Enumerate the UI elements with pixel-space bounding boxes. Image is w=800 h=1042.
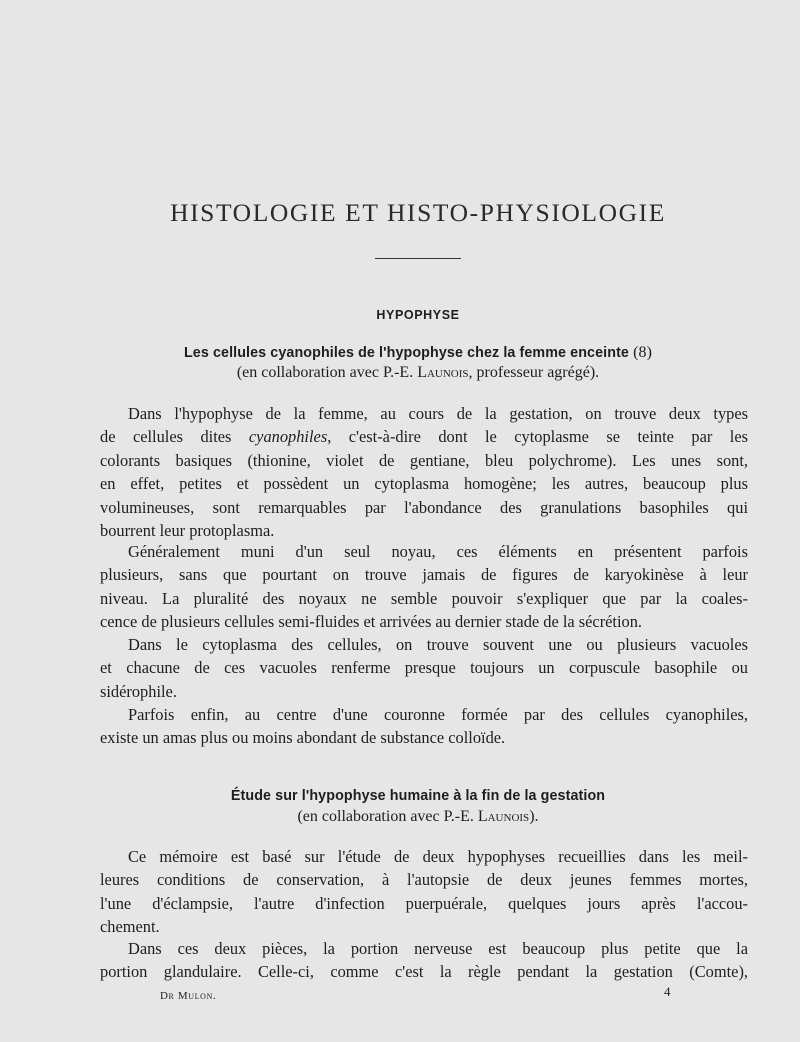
text-line: cence de plusieurs cellules semi-fluides et arrivées au dernier stade de la sécrétion. <box>100 612 643 632</box>
article-1-subtitle <box>0 364 800 382</box>
article-2-paragraph-1 <box>100 845 748 939</box>
text-line: Ce mémoire est basé sur l'étude de deux hypophyses recueillies dans les meil- <box>128 847 748 866</box>
text-line: Dans ces deux pièces, la portion nerveuse est beaucoup plus petite que la <box>128 939 748 958</box>
article-1-collaborator: Launois <box>417 364 469 381</box>
text-line: de cellules dites cyanophiles, c'est-à-dire dont le cytoplasme se teinte par les <box>100 427 748 447</box>
article-2-collaborator: Launois <box>477 808 530 825</box>
heading-rule <box>375 258 461 259</box>
article-1-title-text: Les cellules cyanophiles de l'hypophyse chez la femme enceinte <box>183 345 629 361</box>
article-1-subtitle-pre: (en collaboration avec P.-E. <box>236 364 418 381</box>
text-line: en effet, petites et possèdent un cytoplasma homogène; les autres, beaucoup plus <box>100 474 748 494</box>
article-1-paragraph-4 <box>100 703 748 750</box>
text-line: portion glandulaire. Celle-ci, comme c'est la règle pendant la gestation (Comte), <box>100 962 748 982</box>
article-2-subtitle <box>0 808 800 826</box>
text-line: Dans le cytoplasma des cellules, on trouve souvent une ou plusieurs vacuoles <box>128 635 748 654</box>
article-2-paragraph-2 <box>100 937 748 984</box>
article-1-paragraph-2 <box>100 540 748 634</box>
article-2-title <box>0 788 800 804</box>
text-line: Généralement muni d'un seul noyau, ces éléments en présentent parfois <box>128 542 748 561</box>
text-line: leures conditions de conservation, à l'autopsie de deux jeunes femmes mortes, <box>100 870 748 890</box>
text-line: chement. <box>100 917 160 937</box>
text-line: sidérophile. <box>100 681 177 701</box>
text-line: colorants basiques (thionine, violet de gentiane, bleu polychrome). Les unes sont, <box>100 450 748 470</box>
text-line: volumineuses, sont remarquables par l'abondance des granulations basophiles qui <box>100 497 748 517</box>
article-2-title-text: Étude sur l'hypophyse humaine à la fin de la gestation <box>230 788 606 804</box>
article-2-subtitle-pre: (en collaboration avec P.-E. <box>297 808 478 825</box>
footer-page-number: 4 <box>664 984 671 999</box>
article-1-paragraph-1 <box>100 402 748 542</box>
text-line: bourrent leur protoplasma. <box>100 521 275 541</box>
text-line: l'une d'éclampsie, l'autre d'infection puerpuérale, quelques jours après l'accou- <box>100 893 748 913</box>
page-heading: HISTOLOGIE ET HISTO-PHYSIOLOGIE <box>170 198 666 227</box>
text-line: Dans l'hypophyse de la femme, au cours de la gestation, on trouve deux types <box>128 404 748 423</box>
section-heading: HYPOPHYSE <box>376 308 460 322</box>
article-1-reference: (8) <box>633 344 653 361</box>
italic-term: cyanophiles <box>248 427 328 447</box>
text-line: existe un amas plus ou moins abondant de substance colloïde. <box>100 728 506 748</box>
article-1-subtitle-post: , professeur agrégé). <box>468 364 600 381</box>
text-line: plusieurs, sans que pourtant on trouve jamais de figures de karyokinèse à leur <box>100 565 748 585</box>
article-1-paragraph-3 <box>100 633 748 703</box>
text-line: Parfois enfin, au centre d'une couronne formée par des cellules cyanophiles, <box>128 705 748 724</box>
text-line: et chacune de ces vacuoles renferme presque toujours un corpuscule basophile ou <box>100 658 748 678</box>
article-2-subtitle-post: ). <box>529 808 539 825</box>
article-1-title <box>0 344 800 362</box>
footer-author: Dr Mulon. <box>160 990 217 1002</box>
text-line: niveau. La pluralité des noyaux ne semble pouvoir s'expliquer que par la coales- <box>100 588 748 608</box>
